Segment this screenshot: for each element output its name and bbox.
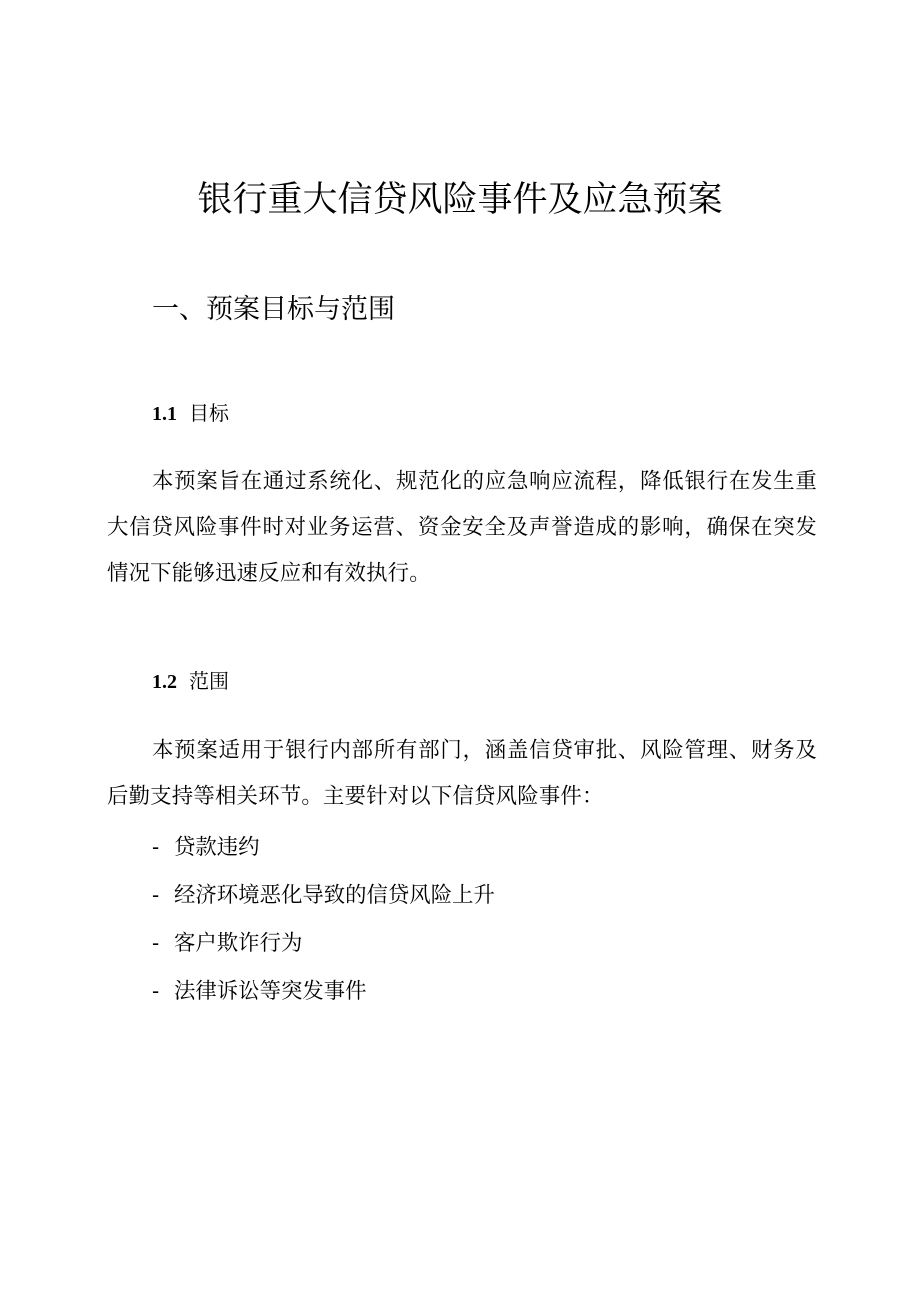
list-dash: - — [152, 883, 160, 908]
list-item-text: 贷款违约 — [174, 835, 260, 860]
document-title: 银行重大信贷风险事件及应急预案 — [197, 180, 723, 220]
list-dash: - — [152, 931, 160, 956]
section-heading-1: 一、预案目标与范围 — [152, 294, 395, 325]
subsection-heading-1-1 — [152, 398, 229, 429]
list-item — [152, 872, 495, 920]
list-item-text: 客户欺诈行为 — [174, 931, 303, 956]
risk-event-list — [152, 824, 495, 1016]
list-dash: - — [152, 835, 160, 860]
list-item — [152, 920, 495, 968]
goal-paragraph: 本预案旨在通过系统化、规范化的应急响应流程，降低银行在发生重大信贷风险事件时对业务运营、资金安全及声誉造成的影响，确保在突发情况下能够迅速反应和有效执行。 — [107, 469, 817, 586]
scope-paragraph: 本预案适用于银行内部所有部门，涵盖信贷审批、风险管理、财务及后勤支持等相关环节。主要针对以下信贷风险事件： — [107, 738, 817, 809]
subsection-number: 1.2 — [152, 671, 177, 693]
subsection-number: 1.1 — [152, 403, 177, 425]
list-item-text: 经济环境恶化导致的信贷风险上升 — [174, 883, 495, 908]
subsection-heading-1-2 — [152, 666, 229, 697]
list-dash: - — [152, 979, 160, 1004]
list-item — [152, 824, 495, 872]
list-item — [152, 968, 495, 1016]
subsection-label: 目标 — [189, 401, 229, 425]
list-item-text: 法律诉讼等突发事件 — [174, 979, 367, 1004]
subsection-label: 范围 — [189, 669, 229, 693]
